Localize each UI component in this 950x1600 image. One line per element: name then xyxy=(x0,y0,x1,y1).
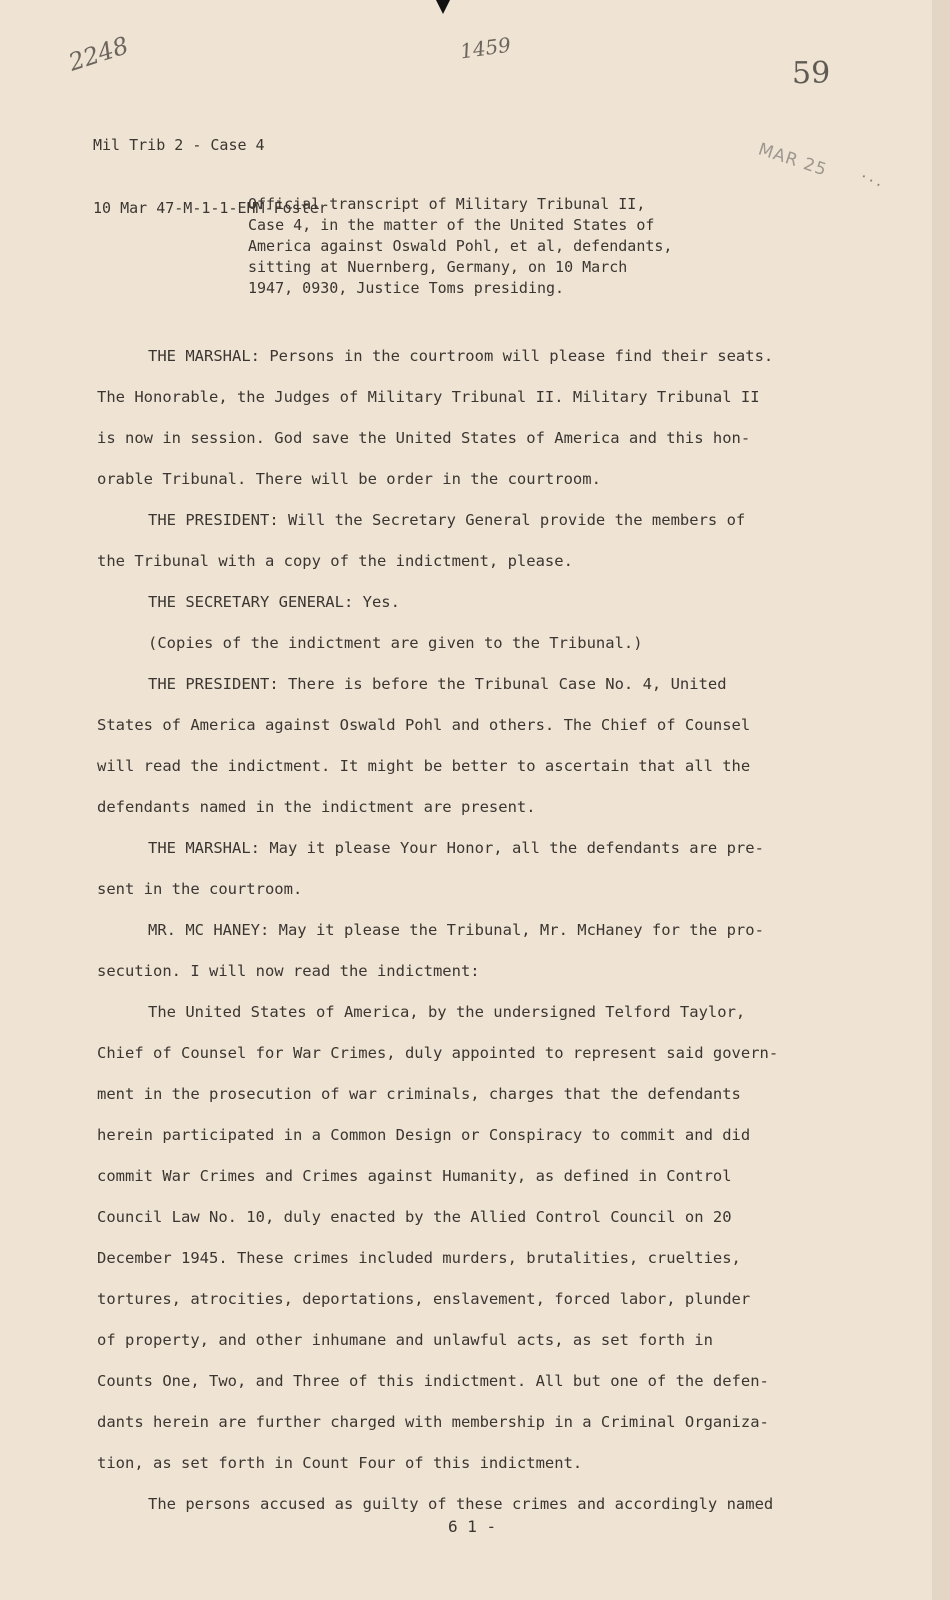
transcript-line: MR. MC HANEY: May it please the Tribunal, Mr. McHaney for the pro- xyxy=(148,921,764,939)
transcript-line: THE MARSHAL: May it please Your Honor, all the defendants are pre- xyxy=(148,839,764,857)
caption-line: America against Oswald Pohl, et al, defendants, xyxy=(248,237,673,255)
transcript-line: The Honorable, the Judges of Military Tribunal II. Military Tribunal II xyxy=(97,388,760,406)
transcript-line: Chief of Counsel for War Crimes, duly appointed to represent said govern- xyxy=(97,1044,779,1062)
header-reference-line: 10 Mar 47-M-1-1-EHM-Foster xyxy=(93,199,328,217)
transcript-line: ment in the prosecution of war criminals, charges that the defendants xyxy=(97,1085,741,1103)
transcript-line: defendants named in the indictment are present. xyxy=(97,798,536,816)
transcript-line: The United States of America, by the undersigned Telford Taylor, xyxy=(148,1003,746,1021)
transcript-line: will read the indictment. It might be better to ascertain that all the xyxy=(97,757,751,775)
transcript-caption xyxy=(248,194,768,299)
transcript-line: tion, as set forth in Count Four of this indictment. xyxy=(97,1454,583,1472)
stamp-marks: ... xyxy=(857,164,888,192)
page-number-footer: 6 1 - xyxy=(448,1517,497,1536)
transcript-body xyxy=(97,336,857,1525)
transcript-line: December 1945. These crimes included murders, brutalities, cruelties, xyxy=(97,1249,741,1267)
transcript-line: orable Tribunal. There will be order in the courtroom. xyxy=(97,470,601,488)
handwritten-number-top-center: 1459 xyxy=(458,32,513,64)
transcript-line: tortures, atrocities, deportations, enslavement, forced labor, plunder xyxy=(97,1290,751,1308)
caption-line: 1947, 0930, Justice Toms presiding. xyxy=(248,279,565,297)
transcript-line: the Tribunal with a copy of the indictment, please. xyxy=(97,552,573,570)
date-stamp: MAR 25 xyxy=(755,139,830,181)
transcript-line: sent in the courtroom. xyxy=(97,880,303,898)
transcript-line: Council Law No. 10, duly enacted by the Allied Control Council on 20 xyxy=(97,1208,732,1226)
handwritten-page-number: 59 xyxy=(792,56,831,91)
transcript-line: of property, and other inhumane and unlawful acts, as set forth in xyxy=(97,1331,713,1349)
transcript-line: THE SECRETARY GENERAL: Yes. xyxy=(148,593,400,611)
handwritten-number-top-left: 2248 xyxy=(65,31,132,77)
transcript-line: secution. I will now read the indictment: xyxy=(97,962,480,980)
transcript-line: (Copies of the indictment are given to the Tribunal.) xyxy=(148,634,643,652)
header-case-line: Mil Trib 2 - Case 4 xyxy=(93,136,265,154)
caption-line: sitting at Nuernberg, Germany, on 10 March xyxy=(248,258,628,276)
transcript-line: herein participated in a Common Design or Conspiracy to commit and did xyxy=(97,1126,751,1144)
transcript-line: dants herein are further charged with membership in a Criminal Organiza- xyxy=(97,1413,769,1431)
caption-line: Official transcript of Military Tribunal II, xyxy=(248,195,646,213)
transcript-line: is now in session. God save the United States of America and this hon- xyxy=(97,429,751,447)
transcript-line: States of America against Oswald Pohl and others. The Chief of Counsel xyxy=(97,716,751,734)
transcript-line: THE PRESIDENT: Will the Secretary General provide the members of xyxy=(148,511,746,529)
transcript-line: THE MARSHAL: Persons in the courtroom will please find their seats. xyxy=(148,347,774,365)
transcript-line: Counts One, Two, and Three of this indictment. All but one of the defen- xyxy=(97,1372,769,1390)
transcript-line: The persons accused as guilty of these crimes and accordingly named xyxy=(148,1495,774,1513)
transcript-line: commit War Crimes and Crimes against Humanity, as defined in Control xyxy=(97,1167,732,1185)
caption-line: Case 4, in the matter of the United States of xyxy=(248,216,655,234)
transcript-line: THE PRESIDENT: There is before the Tribunal Case No. 4, United xyxy=(148,675,727,693)
